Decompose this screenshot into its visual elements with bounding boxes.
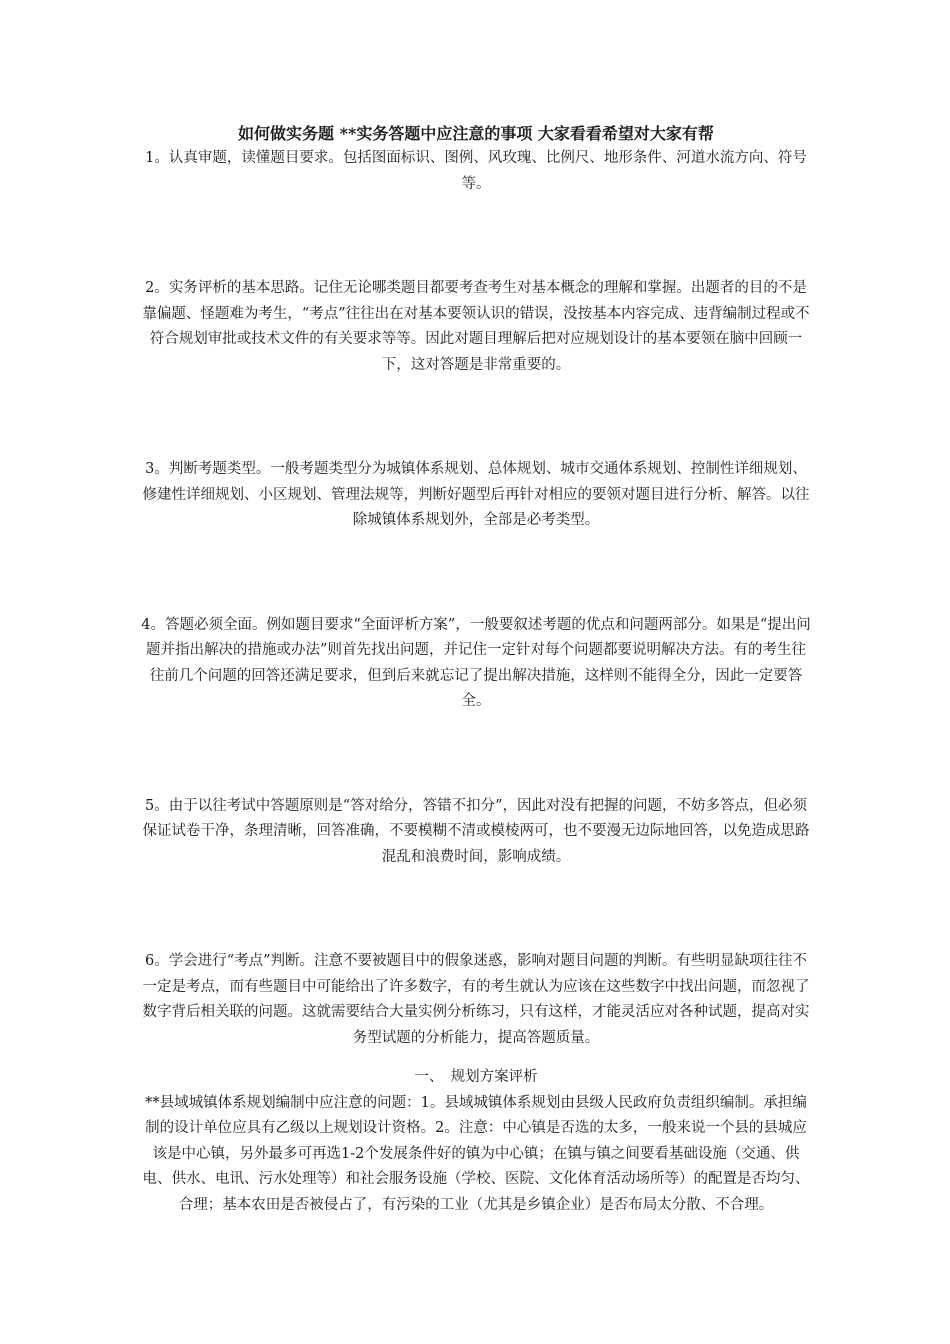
- paragraph-5: 5。由于以往考试中答题原则是“答对给分，答错不扣分”，因此对没有把握的问题，不妨多答点，但必须保证试卷干净，条理清晰，回答准确，不要模糊不清或模棱两可，也不要漫无边际地回答，以免造成思路混乱和浪费时间，影响成绩。: [142, 797, 810, 865]
- document-title: 如何做实务题 **实务答题中应注意的事项 大家看看希望对大家有帮: [238, 124, 714, 143]
- paragraph-2: 2。实务评析的基本思路。记住无论哪类题目都要考查考生对基本概念的理解和掌握。出题者的目的不是靠偏题、怪题难为考生，“考点”往往出在对基本要领认识的错误，没按基本内容完成、违背编制过程或不符合规划审批或技术文件的有关要求等等。因此对题目理解后把对应规划设计的基本要领在脑中回顾一下，这对答题是非常重要的。: [142, 280, 810, 373]
- paragraph-1: 1。认真审题，读懂题目要求。包括图面标识、图例、风玫瑰、比例尺、地形条件、河道水流方向、符号等。: [145, 150, 807, 192]
- section-heading: 一、 规划方案评析: [414, 1069, 538, 1085]
- paragraph-4: 4。答题必须全面。例如题目要求“全面评析方案”，一般要叙述考题的优点和问题两部分。如果是“提出问题并指出解决的措施或办法”则首先找出问题，并记住一定针对每个问题都要说明解决方法。有的考生往往前几个问题的回答还满足要求，但到后来就忘记了提出解决措施，这样则不能得全分，因此一定要答全。: [141, 616, 811, 709]
- document-page: [140, 122, 812, 1218]
- paragraph-3: 3。判断考题类型。一般考题类型分为城镇体系规划、总体规划、城市交通体系规划、控制性详细规划、修建性详细规划、小区规划、管理法规等，判断好题型后再针对相应的要领对题目进行分析、解答。以往除城镇体系规划外，全部是必考类型。: [142, 461, 810, 528]
- section-body: **县域城镇体系规划编制中应注意的问题：1。县域城镇体系规划由县级人民政府负责组织编制。承担编制的设计单位应具有乙级以上规划设计资格。2。注意：中心镇是否选的太多，一般来说一个县的县城应该是中心镇，另外最多可再选1-2个发展条件好的镇为中心镇；在镇与镇之间要看基础设施（交通、供电、供水、电讯、污水处理等）和社会服务设施（学校、医院、文化体育活动场所等）的配置是否均匀、合理；基本农田是否被侵占了，有污染的工业（尤其是乡镇企业）是否布局太分散、不合理。: [142, 1094, 810, 1213]
- paragraph-6: 6。学会进行“考点”判断。注意不要被题目中的假象迷惑，影响对题目问题的判断。有些明显缺项往往不一定是考点，而有些题目中可能给出了许多数字，有的考生就认为应该在这些数字中找出问题，而忽视了数字背后相关联的问题。这就需要结合大量实例分析练习，只有这样，才能灵活应对各种试题，提高对实务型试题的分析能力，提高答题质量。: [142, 953, 810, 1046]
